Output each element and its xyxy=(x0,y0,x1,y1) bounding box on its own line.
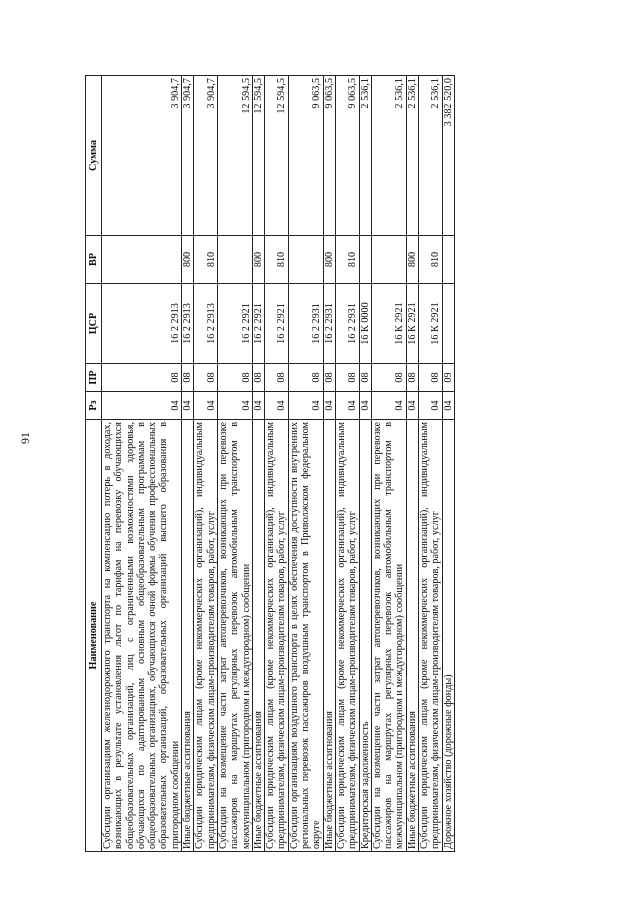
row-vr xyxy=(217,236,252,284)
row-pr: 08 xyxy=(288,364,323,392)
table-row xyxy=(252,76,264,852)
row-vr: 800 xyxy=(406,236,418,284)
row-sum: 12 594,5 xyxy=(252,76,264,236)
row-sum: 9 063,5 xyxy=(335,76,359,236)
row-vr: 810 xyxy=(194,236,218,284)
row-name: Субсидии организациям воздушного транспорта в целях обеспечения доступности внутренних региональных перевозок пассажиров воздушным транспортом в Приволжском федеральном округе xyxy=(288,420,323,852)
table-row xyxy=(359,76,371,852)
row-sum: 9 063,5 xyxy=(323,76,335,236)
row-csr: 16 К 2921 xyxy=(371,284,406,364)
row-rz: 04 xyxy=(359,392,371,420)
table-row xyxy=(335,76,359,852)
header-csr: ЦСР xyxy=(86,284,102,364)
table-row xyxy=(217,76,252,852)
row-sum: 3 904,7 xyxy=(102,76,182,236)
row-vr xyxy=(359,236,371,284)
row-sum: 12 594,5 xyxy=(265,76,289,236)
row-vr: 810 xyxy=(265,236,289,284)
row-rz: 04 xyxy=(182,392,194,420)
row-csr: 16 2 2931 xyxy=(335,284,359,364)
row-csr: 16 2 2921 xyxy=(252,284,264,364)
row-rz: 04 xyxy=(265,392,289,420)
row-pr: 08 xyxy=(102,364,182,392)
row-csr: 16 К 2921 xyxy=(419,284,443,364)
row-pr: 08 xyxy=(182,364,194,392)
table-row xyxy=(406,76,418,852)
row-csr: 16 2 2921 xyxy=(265,284,289,364)
row-csr: 16 К 2921 xyxy=(406,284,418,364)
row-pr: 08 xyxy=(217,364,252,392)
row-rz: 04 xyxy=(194,392,218,420)
table-row xyxy=(194,76,218,852)
row-name: Иные бюджетные ассигнования xyxy=(406,420,418,852)
row-pr: 08 xyxy=(252,364,264,392)
row-sum: 2 536,1 xyxy=(406,76,418,236)
page-number: 91 xyxy=(18,432,32,444)
row-pr: 08 xyxy=(406,364,418,392)
row-vr: 800 xyxy=(252,236,264,284)
row-rz: 04 xyxy=(252,392,264,420)
table-row xyxy=(371,76,406,852)
row-rz: 04 xyxy=(102,392,182,420)
row-csr xyxy=(442,284,454,364)
row-pr: 08 xyxy=(335,364,359,392)
row-sum: 3 904,7 xyxy=(182,76,194,236)
rotated-table-container xyxy=(85,76,547,852)
row-pr: 08 xyxy=(194,364,218,392)
header-pr: ПР xyxy=(86,364,102,392)
header-vr: ВР xyxy=(86,236,102,284)
row-vr: 800 xyxy=(182,236,194,284)
row-vr xyxy=(442,236,454,284)
header-sum: Сумма xyxy=(86,76,102,236)
row-pr: 08 xyxy=(323,364,335,392)
row-rz: 04 xyxy=(288,392,323,420)
table-row xyxy=(102,76,182,852)
row-csr: 16 2 2913 xyxy=(194,284,218,364)
table-row xyxy=(288,76,323,852)
row-sum: 2 536,1 xyxy=(359,76,371,236)
table-row xyxy=(419,76,443,852)
row-rz: 04 xyxy=(419,392,443,420)
row-csr: 16 2 2913 xyxy=(182,284,194,364)
row-vr: 810 xyxy=(419,236,443,284)
row-name: Иные бюджетные ассигнования xyxy=(252,420,264,852)
row-rz: 04 xyxy=(442,392,454,420)
row-name: Субсидии юридическим лицам (кроме некоммерческих организаций), индивидуальным предпринимателям, физическим лицам-производителям товаров, работ, услуг xyxy=(419,420,443,852)
row-csr: 16 2 2931 xyxy=(288,284,323,364)
table-row xyxy=(442,76,454,852)
row-rz: 04 xyxy=(371,392,406,420)
row-name: Субсидии юридическим лицам (кроме некоммерческих организаций), индивидуальным предпринимателям, физическим лицам-производителям товаров, работ, услуг xyxy=(335,420,359,852)
table-row xyxy=(182,76,194,852)
row-vr xyxy=(371,236,406,284)
row-sum: 2 536,1 xyxy=(419,76,443,236)
row-sum: 12 594,5 xyxy=(217,76,252,236)
row-vr: 810 xyxy=(335,236,359,284)
row-pr: 08 xyxy=(419,364,443,392)
row-sum: 3 382 520,0 xyxy=(442,76,454,236)
row-rz: 04 xyxy=(406,392,418,420)
row-csr: 16 2 2931 xyxy=(323,284,335,364)
row-vr xyxy=(288,236,323,284)
budget-table xyxy=(85,75,455,852)
row-sum: 2 536,1 xyxy=(371,76,406,236)
row-name: Иные бюджетные ассигнования xyxy=(182,420,194,852)
row-name: Субсидии юридическим лицам (кроме некоммерческих организаций), индивидуальным предпринимателям, физическим лицам-производителям товаров, работ, услуг xyxy=(194,420,218,852)
row-rz: 04 xyxy=(335,392,359,420)
row-name: Субсидии организациям железнодорожного транспорта на компенсацию потерь в доходах, возникающих в результате установления льгот по тарифам на перевозку обучающихся общеобразовательных организаций, лиц с ограниченными возможностями здоровья, обучающихся по адаптированным основным общеобразовательным программам в общеобразовательных организациях, обучающихся очной формы обучения профессиональных образовательных организаций, образовательных организаций высшего образования в пригородном сообщении xyxy=(102,420,182,852)
row-rz: 04 xyxy=(217,392,252,420)
row-pr: 09 xyxy=(442,364,454,392)
row-csr: 16 2 2921 xyxy=(217,284,252,364)
row-csr: 16 2 2913 xyxy=(102,284,182,364)
header-rz: Рз xyxy=(86,392,102,420)
header-name: Наименование xyxy=(86,420,102,852)
row-pr: 08 xyxy=(265,364,289,392)
row-pr: 08 xyxy=(359,364,371,392)
row-name: Иные бюджетные ассигнования xyxy=(323,420,335,852)
row-rz: 04 xyxy=(323,392,335,420)
table-row xyxy=(323,76,335,852)
row-name: Субсидии на возмещение части затрат автоперевозчиков, возникающих при перевозке пассажиров на маршрутах регулярных перевозок автомобильным транспортом в межмуниципальном (пригородном и междугородном) сообщении xyxy=(217,420,252,852)
row-sum: 3 904,7 xyxy=(194,76,218,236)
row-csr: 16 К 0000 xyxy=(359,284,371,364)
row-name: Кредиторская задолженность xyxy=(359,420,371,852)
table-row xyxy=(265,76,289,852)
row-vr xyxy=(102,236,182,284)
row-name: Дорожное хозяйство (дорожные фонды) xyxy=(442,420,454,852)
row-vr: 800 xyxy=(323,236,335,284)
row-sum: 9 063,5 xyxy=(288,76,323,236)
row-name: Субсидии юридическим лицам (кроме некоммерческих организаций), индивидуальным предпринимателям, физическим лицам-производителям товаров, работ, услуг xyxy=(265,420,289,852)
row-name: Субсидии на возмещение части затрат автоперевозчиков, возникающих при перевозке пассажиров на маршрутах регулярных перевозок автомобильным транспортом в межмуниципальном (пригородном и междугородном) сообщении xyxy=(371,420,406,852)
row-pr: 08 xyxy=(371,364,406,392)
table-header-row xyxy=(86,76,102,852)
